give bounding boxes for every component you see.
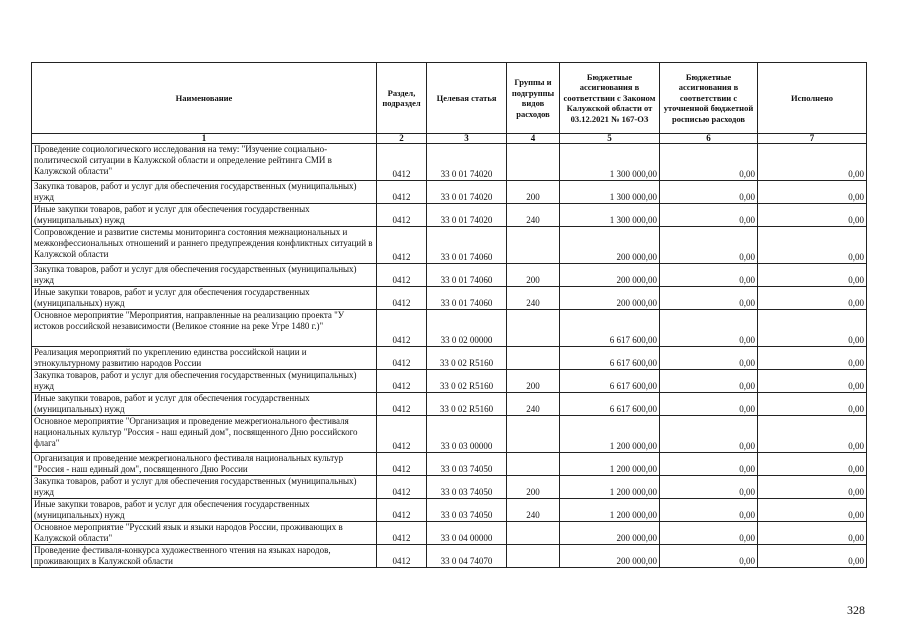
table-row — [32, 370, 867, 393]
row-law-amount: 200 000,00 — [560, 264, 660, 287]
row-name: Закупка товаров, работ и услуг для обеспечения государственных (муниципальных) нужд — [32, 181, 377, 204]
row-section: 0412 — [377, 522, 427, 545]
row-section: 0412 — [377, 476, 427, 499]
row-name: Основное мероприятие "Организация и проведение межрегионального фестиваля национальных культур "Россия - наш единый дом", посвященного Дню российского флага" — [32, 416, 377, 453]
row-law-amount: 1 300 000,00 — [560, 144, 660, 181]
row-executed-amount: 0,00 — [758, 347, 867, 370]
row-law-amount: 200 000,00 — [560, 522, 660, 545]
row-refined-amount: 0,00 — [660, 370, 758, 393]
column-number: 4 — [507, 134, 560, 144]
row-name: Основное мероприятие "Русский язык и языки народов России, проживающих в Калужской области" — [32, 522, 377, 545]
column-number: 3 — [427, 134, 507, 144]
row-executed-amount: 0,00 — [758, 181, 867, 204]
row-target: 33 0 02 00000 — [427, 310, 507, 347]
row-section: 0412 — [377, 393, 427, 416]
row-name: Проведение социологического исследования на тему: "Изучение социально-политической ситуации в Калужской области и определение рейтинга СМИ в Калужской области" — [32, 144, 377, 181]
row-executed-amount: 0,00 — [758, 144, 867, 181]
row-target: 33 0 01 74060 — [427, 227, 507, 264]
table-row — [32, 499, 867, 522]
table-row — [32, 310, 867, 347]
row-law-amount: 6 617 600,00 — [560, 310, 660, 347]
row-target: 33 0 02 R5160 — [427, 370, 507, 393]
row-section: 0412 — [377, 264, 427, 287]
header-law: Бюджетные ассигнования в соответствии с Законом Калужской области от 03.12.2021 № 167-ОЗ — [560, 63, 660, 134]
row-section: 0412 — [377, 310, 427, 347]
table-row — [32, 347, 867, 370]
header-row — [32, 63, 867, 134]
header-target: Целевая статья — [427, 63, 507, 134]
row-law-amount: 6 617 600,00 — [560, 393, 660, 416]
row-name: Реализация мероприятий по укреплению единства российской нации и этнокультурному развитию народов России — [32, 347, 377, 370]
row-target: 33 0 01 74060 — [427, 287, 507, 310]
row-law-amount: 1 200 000,00 — [560, 476, 660, 499]
column-number-row — [32, 134, 867, 144]
row-law-amount: 200 000,00 — [560, 227, 660, 264]
row-group — [507, 347, 560, 370]
row-group: 240 — [507, 393, 560, 416]
row-refined-amount: 0,00 — [660, 499, 758, 522]
row-refined-amount: 0,00 — [660, 227, 758, 264]
header-section: Раздел, подраздел — [377, 63, 427, 134]
row-section: 0412 — [377, 499, 427, 522]
row-executed-amount: 0,00 — [758, 227, 867, 264]
row-target: 33 0 03 74050 — [427, 476, 507, 499]
row-name: Иные закупки товаров, работ и услуг для обеспечения государственных (муниципальных) нужд — [32, 499, 377, 522]
row-target: 33 0 01 74020 — [427, 144, 507, 181]
table-row — [32, 545, 867, 568]
row-name: Иные закупки товаров, работ и услуг для обеспечения государственных (муниципальных) нужд — [32, 204, 377, 227]
row-section: 0412 — [377, 416, 427, 453]
row-section: 0412 — [377, 204, 427, 227]
row-target: 33 0 01 74020 — [427, 181, 507, 204]
row-name: Иные закупки товаров, работ и услуг для обеспечения государственных (муниципальных) нужд — [32, 287, 377, 310]
table-row — [32, 287, 867, 310]
row-executed-amount: 0,00 — [758, 204, 867, 227]
column-number: 6 — [660, 134, 758, 144]
row-group: 240 — [507, 287, 560, 310]
row-name: Организация и проведение межрегионального фестиваля национальных культур "Россия - наш единый дом", посвященного Дню России — [32, 453, 377, 476]
row-group — [507, 545, 560, 568]
row-group: 200 — [507, 370, 560, 393]
row-executed-amount: 0,00 — [758, 522, 867, 545]
row-section: 0412 — [377, 227, 427, 264]
row-refined-amount: 0,00 — [660, 287, 758, 310]
row-group: 200 — [507, 264, 560, 287]
row-executed-amount: 0,00 — [758, 370, 867, 393]
row-executed-amount: 0,00 — [758, 310, 867, 347]
header-name: Наименование — [32, 63, 377, 134]
row-section: 0412 — [377, 347, 427, 370]
table-row — [32, 416, 867, 453]
row-law-amount: 1 200 000,00 — [560, 499, 660, 522]
table-row — [32, 476, 867, 499]
row-refined-amount: 0,00 — [660, 476, 758, 499]
row-section: 0412 — [377, 144, 427, 181]
row-group: 240 — [507, 499, 560, 522]
table-row — [32, 204, 867, 227]
table-row — [32, 393, 867, 416]
row-group — [507, 227, 560, 264]
row-section: 0412 — [377, 370, 427, 393]
row-law-amount: 6 617 600,00 — [560, 347, 660, 370]
table-row — [32, 264, 867, 287]
row-name: Иные закупки товаров, работ и услуг для обеспечения государственных (муниципальных) нужд — [32, 393, 377, 416]
page-number: 328 — [847, 603, 865, 617]
row-executed-amount: 0,00 — [758, 393, 867, 416]
row-target: 33 0 01 74020 — [427, 204, 507, 227]
row-target: 33 0 02 R5160 — [427, 347, 507, 370]
row-group — [507, 310, 560, 347]
row-law-amount: 1 200 000,00 — [560, 453, 660, 476]
column-number: 2 — [377, 134, 427, 144]
header-group: Группы и подгруппы видов расходов — [507, 63, 560, 134]
row-executed-amount: 0,00 — [758, 416, 867, 453]
table-row — [32, 227, 867, 264]
row-name: Закупка товаров, работ и услуг для обеспечения государственных (муниципальных) нужд — [32, 476, 377, 499]
header-refined: Бюджетные ассигнования в соответствии с уточненной бюджетной росписью расходов — [660, 63, 758, 134]
budget-table — [31, 62, 867, 568]
row-name: Закупка товаров, работ и услуг для обеспечения государственных (муниципальных) нужд — [32, 264, 377, 287]
row-target: 33 0 01 74060 — [427, 264, 507, 287]
row-refined-amount: 0,00 — [660, 204, 758, 227]
row-refined-amount: 0,00 — [660, 416, 758, 453]
row-refined-amount: 0,00 — [660, 310, 758, 347]
row-group — [507, 522, 560, 545]
row-section: 0412 — [377, 545, 427, 568]
row-executed-amount: 0,00 — [758, 264, 867, 287]
table-row — [32, 181, 867, 204]
row-law-amount: 200 000,00 — [560, 545, 660, 568]
row-executed-amount: 0,00 — [758, 499, 867, 522]
row-target: 33 0 03 00000 — [427, 416, 507, 453]
row-section: 0412 — [377, 287, 427, 310]
row-refined-amount: 0,00 — [660, 522, 758, 545]
column-number: 7 — [758, 134, 867, 144]
row-group — [507, 416, 560, 453]
row-name: Основное мероприятие "Мероприятия, направленные на реализацию проекта "У истоков российской независимости (Великое стояние на реке Угре 1480 г.)" — [32, 310, 377, 347]
row-target: 33 0 04 00000 — [427, 522, 507, 545]
row-section: 0412 — [377, 181, 427, 204]
row-refined-amount: 0,00 — [660, 264, 758, 287]
row-name: Сопровождение и развитие системы мониторинга состояния межнациональных и межконфессиональных отношений и раннего предупреждения конфликтных ситуаций в Калужской области — [32, 227, 377, 264]
row-law-amount: 1 300 000,00 — [560, 204, 660, 227]
column-number: 1 — [32, 134, 377, 144]
row-group: 240 — [507, 204, 560, 227]
row-refined-amount: 0,00 — [660, 393, 758, 416]
table-row — [32, 522, 867, 545]
row-refined-amount: 0,00 — [660, 144, 758, 181]
row-target: 33 0 02 R5160 — [427, 393, 507, 416]
row-group — [507, 453, 560, 476]
row-refined-amount: 0,00 — [660, 545, 758, 568]
row-law-amount: 1 300 000,00 — [560, 181, 660, 204]
row-target: 33 0 03 74050 — [427, 453, 507, 476]
header-executed: Исполнено — [758, 63, 867, 134]
column-number: 5 — [560, 134, 660, 144]
row-executed-amount: 0,00 — [758, 476, 867, 499]
row-executed-amount: 0,00 — [758, 453, 867, 476]
row-refined-amount: 0,00 — [660, 181, 758, 204]
table-body — [32, 144, 867, 568]
row-target: 33 0 04 74070 — [427, 545, 507, 568]
row-refined-amount: 0,00 — [660, 347, 758, 370]
row-name: Закупка товаров, работ и услуг для обеспечения государственных (муниципальных) нужд — [32, 370, 377, 393]
row-section: 0412 — [377, 453, 427, 476]
row-executed-amount: 0,00 — [758, 287, 867, 310]
row-name: Проведение фестиваля-конкурса художественного чтения на языках народов, проживающих в Калужской области — [32, 545, 377, 568]
row-law-amount: 6 617 600,00 — [560, 370, 660, 393]
table-row — [32, 453, 867, 476]
row-group: 200 — [507, 476, 560, 499]
table-row — [32, 144, 867, 181]
row-group — [507, 144, 560, 181]
row-law-amount: 200 000,00 — [560, 287, 660, 310]
row-target: 33 0 03 74050 — [427, 499, 507, 522]
row-executed-amount: 0,00 — [758, 545, 867, 568]
row-refined-amount: 0,00 — [660, 453, 758, 476]
row-law-amount: 1 200 000,00 — [560, 416, 660, 453]
row-group: 200 — [507, 181, 560, 204]
